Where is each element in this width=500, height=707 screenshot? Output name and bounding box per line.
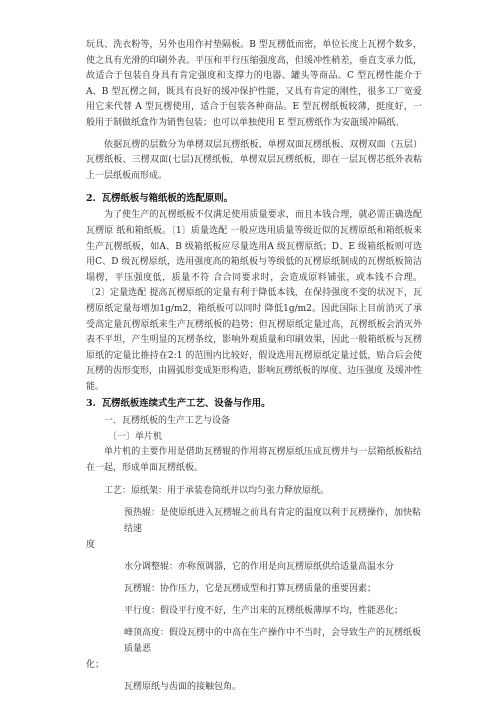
process-item-1 <box>86 505 422 537</box>
process-item-4-label: 平行度： <box>124 605 161 616</box>
process-item-1-text: 是使原纸进入瓦楞辊之前具有肯定的温度以利于瓦楞操作，加快粘结速 <box>124 507 422 534</box>
process-item-6-text: 瓦楞原纸与齿面的接触包角。 <box>124 681 242 692</box>
section-3-paragraph: 单片机的主要作用是借助瓦楞辊的作用将瓦楞原纸压成瓦楞并与一层箱纸板粘结在一起，形成单面瓦楞纸板。 <box>86 447 422 474</box>
process-item-5-label: 峰顶高度： <box>124 627 170 638</box>
intro-paragraph: 玩具、洗衣粉等，另外也用作衬垫隔板。B 型瓦楞低而密，单位长度上瓦楞个数多，使之具有光滑的印刷外表。平压和平行压缩强度高，但缓冲性稍差，垂直支承力低，故适合于包装自身具有肯定强度和支撑力的电器、罐头等商品。C 型瓦楞性能介于A、B 型瓦楞之间，既具有良好的缓冲保护性能，又具有肯定的刚性，很多工厂宽爱用它来代替 A 型瓦楞使用，适合于包装各种商品。E 型瓦楞纸板较薄，挺度好，一般用于制做纸盒作为销售包装；也可以单独使用 E 型瓦楞纸作为安瓿缓冲隔纸。 <box>86 40 422 128</box>
process-item-1-cont: 度 <box>86 539 96 550</box>
section-3-subheading-2: 〔一〕单片机 <box>108 432 163 443</box>
process-item-0-label: 原纸架： <box>131 485 168 496</box>
process-item-2 <box>86 559 422 575</box>
process-item-2-label: 水分调整辊： <box>124 561 179 572</box>
process-item-3-text: 协作压力，它是瓦楞成型和打算瓦楞质量的重要因素； <box>160 583 377 594</box>
process-item-5 <box>86 625 422 657</box>
process-item-1-label: 预热辊： <box>124 507 161 518</box>
section-2-heading <box>86 191 422 207</box>
process-item-5-text: 假设瓦楞中的中高在生产操作中不当时，会导致生产的瓦楞纸板质量恶 <box>124 627 422 654</box>
section-2-number: 2. <box>86 193 96 205</box>
process-item-3-label: 瓦楞辊： <box>124 583 161 594</box>
section-2-title: 瓦楞纸板与箱纸板的选配原则。 <box>101 193 234 205</box>
process-item-6 <box>86 679 422 695</box>
section-3-heading <box>86 396 422 412</box>
document-body <box>86 38 422 695</box>
process-item-0-text: 用于承装卷筒纸并以均匀张力释放原纸。 <box>167 485 330 496</box>
process-line <box>86 483 422 499</box>
intro-paragraph-2: 依据瓦楞的层数分为单楞双层瓦楞纸板、单楞双面瓦楞纸板、双楞双面（五层）瓦楞纸板、三楞双面(七层)瓦楞纸板，单楞双层瓦楞纸板，即在一层瓦楞芯纸外表粘上一层纸板而形成。 <box>86 139 422 181</box>
process-label: 工艺： <box>104 485 132 496</box>
process-item-4-text: 假设平行度不好，生产出来的瓦楞纸板薄厚不均，性能恶化； <box>160 605 404 616</box>
section-3-number: 3. <box>86 398 96 410</box>
section-2-paragraph: 为了使生产的瓦楞纸板不仅满足使用质量要求，而且本钱合理，就必需正确选配瓦楞原 纸和箱纸板。〔1〕质量选配 一般应选用质量等级近似的瓦楞原纸和箱纸板来生产瓦楞纸板，如A、B 级箱纸板应尽量选用A 级瓦楞原纸；D、E 级箱纸板则可选用C、D 级瓦楞原纸，选用强度高的箱纸板与等级低的瓦楞原纸制成的瓦楞纸板简洁塌楞，平压强度低，质量不符 合合同要求时，会造成原料铺张，或本钱不合理。 〔2〕定量选配 提高瓦楞原纸的定量有利于降低本钱，在保持强度不变的状况下，瓦楞原纸定量每增加1g/m2，箱纸板可以同时 降低1g/m2。因此国际上目前消灭了承受高定量瓦楞原纸来生产瓦楞纸板的趋势；但瓦楞原纸定量过高，瓦楞纸板会消灭外表不平坦，产生明显的瓦楞条纹，影响外观质量和印刷效果，因此一般箱纸板与瓦楞原纸的定量比推持在2:1 的范围内比较好，假设选用瓦楞原纸定量过低，贴合后会使瓦楞的齿形变形，由圆弧形变成矩形构造，影响瓦楞纸板的厚度、边压强度 及缓冲性能。 <box>86 210 422 392</box>
process-item-5-cont: 化； <box>86 659 105 670</box>
process-item-3 <box>86 581 422 597</box>
process-item-4 <box>86 603 422 619</box>
section-3-subheading-1: 一．瓦楞纸板的生产工艺与设备 <box>104 416 231 427</box>
section-3-title: 瓦楞纸板连续式生产工艺、设备与作用。 <box>101 398 271 410</box>
process-item-2-text: 亦称预调器，它的作用是向瓦楞原纸供给适量高温水分 <box>178 561 395 572</box>
